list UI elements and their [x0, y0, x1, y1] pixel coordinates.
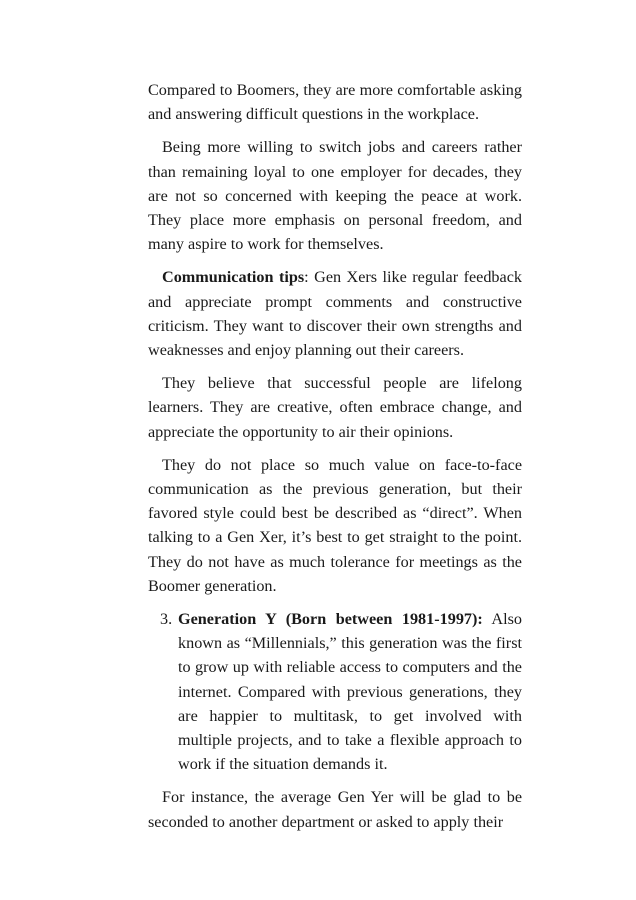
document-page [148, 78, 522, 843]
paragraph-gen-yer-example: For instance, the average Gen Yer will be glad to be seconded to another department or asked to apply their [148, 788, 522, 831]
paragraph-communication-style: They do not place so much value on face-to-face communication as the previous generation, but their favored style could best be described as “direct”. When talking to a Gen Xer, it’s best to get straight to the point. They do not have as much tolerance for meetings as the Boomer generation. [148, 455, 522, 595]
generation-y-text: Also known as “Millennials,” this generation was the first to grow up with reliable access to computers and the internet. Compared with previous generations, they are happier to multitask, to get involved with multiple projects, and to take a flexible approach to work if the situation demands it. [178, 610, 522, 774]
list-number: 3. [160, 610, 173, 629]
paragraph-job-switching: Being more willing to switch jobs and careers rather than remaining loyal to one employer for decades, they are not so concerned with keeping the peace at work. They place more emphasis on personal freedom, and many aspire to work for themselves. [148, 138, 522, 254]
list-item-generation-y [148, 607, 522, 776]
paragraph-communication-tips [148, 265, 522, 362]
paragraph-lifelong-learners: They believe that successful people are lifelong learners. They are creative, often embrace change, and appreciate the opportunity to air their opinions. [148, 374, 522, 441]
communication-tips-label: Communication tips [162, 268, 305, 287]
generation-y-heading: Generation Y (Born between 1981-1997): [178, 610, 483, 629]
communication-tips-text: : Gen Xers like regular feedback and appreciate prompt comments and constructive criticism. They want to discover their own strengths and weaknesses and enjoy planning out their careers. [148, 268, 522, 360]
paragraph-boomers-comparison: Compared to Boomers, they are more comfortable asking and answering difficult questions in the workplace. [148, 81, 522, 124]
